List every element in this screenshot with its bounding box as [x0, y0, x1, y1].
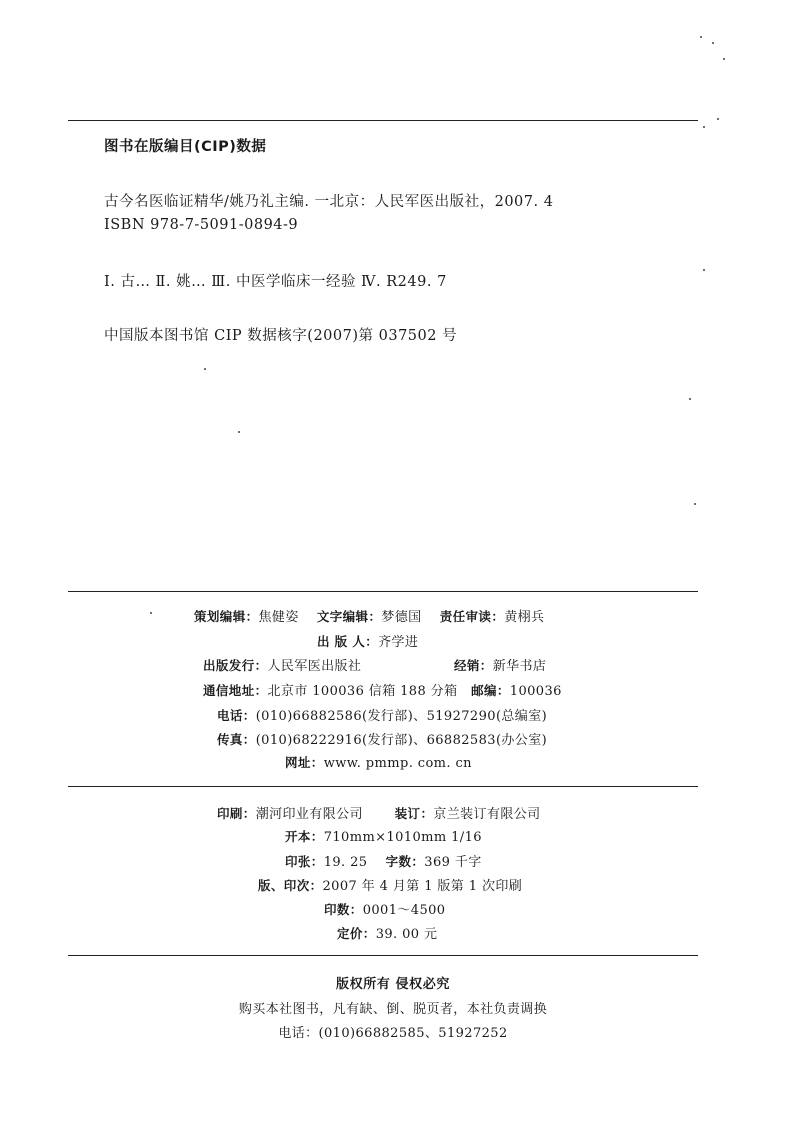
- credits-phone-row: [217, 705, 547, 724]
- postcode-label: 邮编：: [471, 683, 510, 698]
- rights-notice: 版权所有 侵权必究: [336, 977, 450, 992]
- price: 39. 00 元: [375, 927, 438, 942]
- edition: 2007 年 4 月第 1 版第 1 次印刷: [322, 879, 523, 894]
- scan-speck: [204, 368, 206, 370]
- printing-sheets-row: [285, 851, 482, 870]
- cip-heading: 图书在版编目(CIP)数据: [104, 139, 267, 155]
- cip-isbn: ISBN 978-7-5091-0894-9: [104, 217, 299, 233]
- seller-label: 经销：: [454, 658, 493, 673]
- fax: (010)68222916(发行部)、66882583(办公室): [255, 733, 548, 748]
- cip-approval: 中国版本图书馆 CIP 数据核字(2007)第 037502 号: [104, 328, 458, 344]
- planning-editor: 焦健姿: [258, 610, 299, 625]
- binding-label: 装订：: [394, 806, 434, 821]
- planning-editor-label: 策划编辑：: [194, 609, 259, 624]
- website: www. pmmp. com. cn: [323, 756, 472, 771]
- rights-phone: 电话：(010)66882585、51927252: [278, 1026, 508, 1041]
- credits-fax-row: [217, 729, 547, 748]
- print-run: 0001～4500: [362, 903, 446, 918]
- scan-speck: [694, 503, 696, 505]
- sheets-label: 印张：: [285, 854, 324, 869]
- printing-run-row: [324, 899, 445, 918]
- format: 710mm×1010mm 1/16: [323, 830, 482, 845]
- credits-publisher-row: [317, 631, 418, 650]
- distribution-label: 出版发行：: [203, 658, 268, 673]
- scan-speck: [238, 431, 240, 433]
- cip-title-line: 古今名医临证精华/姚乃礼主编. 一北京：人民军医出版社，2007. 4: [104, 194, 554, 210]
- credits-address-row: [203, 680, 562, 699]
- format-label: 开本：: [285, 829, 324, 844]
- fax-label: 传真：: [217, 732, 256, 747]
- printing-format-row: [285, 827, 482, 845]
- address-label: 通信地址：: [203, 683, 268, 698]
- address: 北京市 100036 信箱 188 分箱: [267, 684, 458, 699]
- printing-price-row: [337, 923, 437, 942]
- credits-website-row: [285, 753, 472, 771]
- phone: (010)66882586(发行部)、51927290(总编室): [255, 709, 548, 724]
- printing-edition-row: [258, 875, 522, 894]
- publisher-person-label: 出 版 人：: [317, 634, 379, 649]
- printer: 潮河印业有限公司: [255, 807, 363, 822]
- text-editor: 梦德国: [381, 610, 422, 625]
- words-label: 字数：: [385, 854, 425, 869]
- printing-printer-row: [217, 803, 541, 822]
- postcode: 100036: [509, 684, 562, 699]
- printer-label: 印刷：: [217, 806, 256, 821]
- edition-label: 版、印次：: [258, 878, 323, 893]
- rights-top-rule: [68, 955, 698, 956]
- scan-speck: [717, 118, 719, 120]
- website-label: 网址：: [285, 755, 324, 770]
- rights-return-policy: 购买本社图书，凡有缺、倒、脱页者，本社负责调换: [238, 1002, 548, 1017]
- distribution: 人民军医出版社: [267, 659, 362, 674]
- scan-speck: [150, 612, 152, 614]
- scan-speck: [723, 58, 725, 60]
- phone-label: 电话：: [217, 708, 256, 723]
- price-label: 定价：: [337, 926, 376, 941]
- scan-speck: [700, 36, 702, 38]
- cip-classification: Ⅰ. 古… Ⅱ. 姚… Ⅲ. 中医学临床一经验 Ⅳ. R249. 7: [104, 274, 447, 290]
- proofreader: 黄栩兵: [504, 610, 545, 625]
- text-editor-label: 文字编辑：: [316, 609, 382, 624]
- credits-distribution-row: [203, 655, 361, 674]
- publisher-person: 齐学进: [378, 635, 419, 650]
- scan-speck: [703, 269, 705, 271]
- scan-speck: [712, 42, 714, 44]
- credits-editors-row: [194, 606, 544, 625]
- words: 369 千字: [424, 855, 482, 870]
- proofreader-label: 责任审读：: [439, 609, 505, 624]
- scan-speck: [689, 398, 691, 400]
- credits-seller-row: [454, 655, 546, 674]
- sheets: 19. 25: [323, 855, 368, 870]
- binding: 京兰装订有限公司: [433, 807, 541, 822]
- seller: 新华书店: [492, 659, 547, 674]
- top-rule: [68, 120, 698, 121]
- printing-top-rule: [68, 786, 698, 787]
- scan-speck: [703, 126, 705, 128]
- print-run-label: 印数：: [324, 902, 363, 917]
- credits-top-rule: [68, 591, 698, 592]
